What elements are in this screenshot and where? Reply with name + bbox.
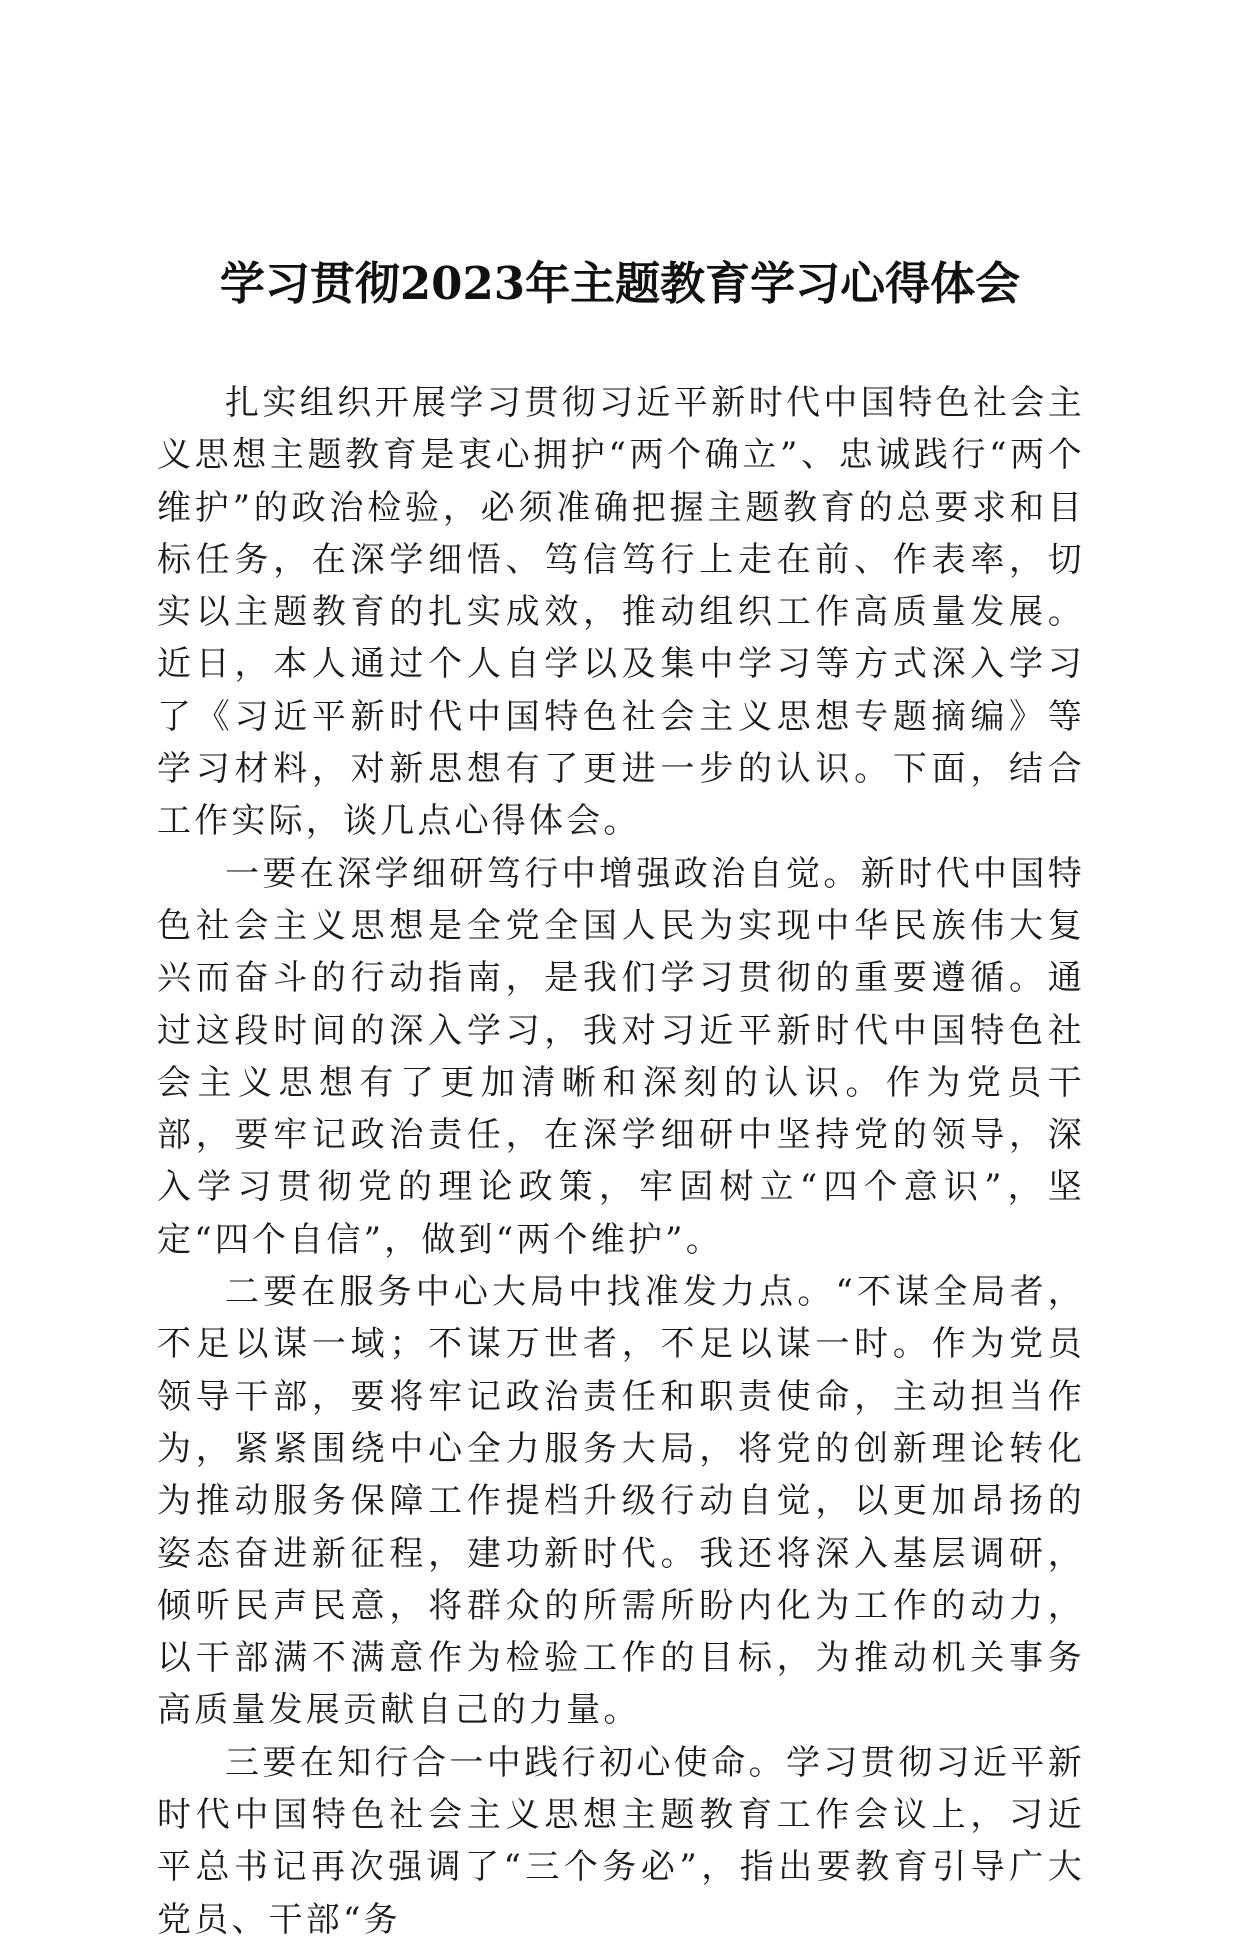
paragraph-intro: 扎实组织开展学习贯彻习近平新时代中国特色社会主义思想主题教育是衷心拥护“两个确立”、忠诚践行“两个维护”的政治检验，必须准确把握主题教育的总要求和目标任务，在深学细悟、笃信笃行上走在前、作表率，切实以主题教育的扎实成效，推动组织工作高质量发展。近日，本人通过个人自学以及集中学习等方式深入学习了《习近平新时代中国特色社会主义思想专题摘编》等学习材料，对新思想有了更进一步的认识。下面，结合工作实际，谈几点心得体会。 <box>157 383 1085 842</box>
document-title: 学习贯彻2023年主题教育学习心得体会 <box>219 257 1021 310</box>
paragraph-point-two: 二要在服务中心大局中找准发力点。“不谋全局者，不足以谋一域；不谋万世者，不足以谋一时。作为党员领导干部，要将牢记政治责任和职责使命，主动担当作为，紧紧围绕中心全力服务大局，将党的创新理论转化为推动服务保障工作提档升级行动自觉，以更加昂扬的姿态奋进新征程，建功新时代。我还将深入基层调研，倾听民声民意，将群众的所需所盼内化为工作的动力，以干部满不满意作为检验工作的目标，为推动机关事务高质量发展贡献自己的力量。 <box>157 1272 1085 1731</box>
document-body <box>157 377 1085 1946</box>
paragraph-point-one: 一要在深学细研笃行中增强政治自觉。新时代中国特色社会主义思想是全党全国人民为实现中华民族伟大复兴而奋斗的行动指南，是我们学习贯彻的重要遵循。通过这段时间的深入学习，我对习近平新时代中国特色社会主义思想有了更加清晰和深刻的认识。作为党员干部，要牢记政治责任，在深学细研中坚持党的领导，深入学习贯彻党的理论政策，牢固树立“四个意识”，坚定“四个自信”，做到“两个维护”。 <box>157 853 1085 1260</box>
paragraph-point-three: 三要在知行合一中践行初心使命。学习贯彻习近平新时代中国特色社会主义思想主题教育工作会议上，习近平总书记再次强调了“三个务必”，指出要教育引导广大党员、干部“务 <box>157 1742 1085 1940</box>
